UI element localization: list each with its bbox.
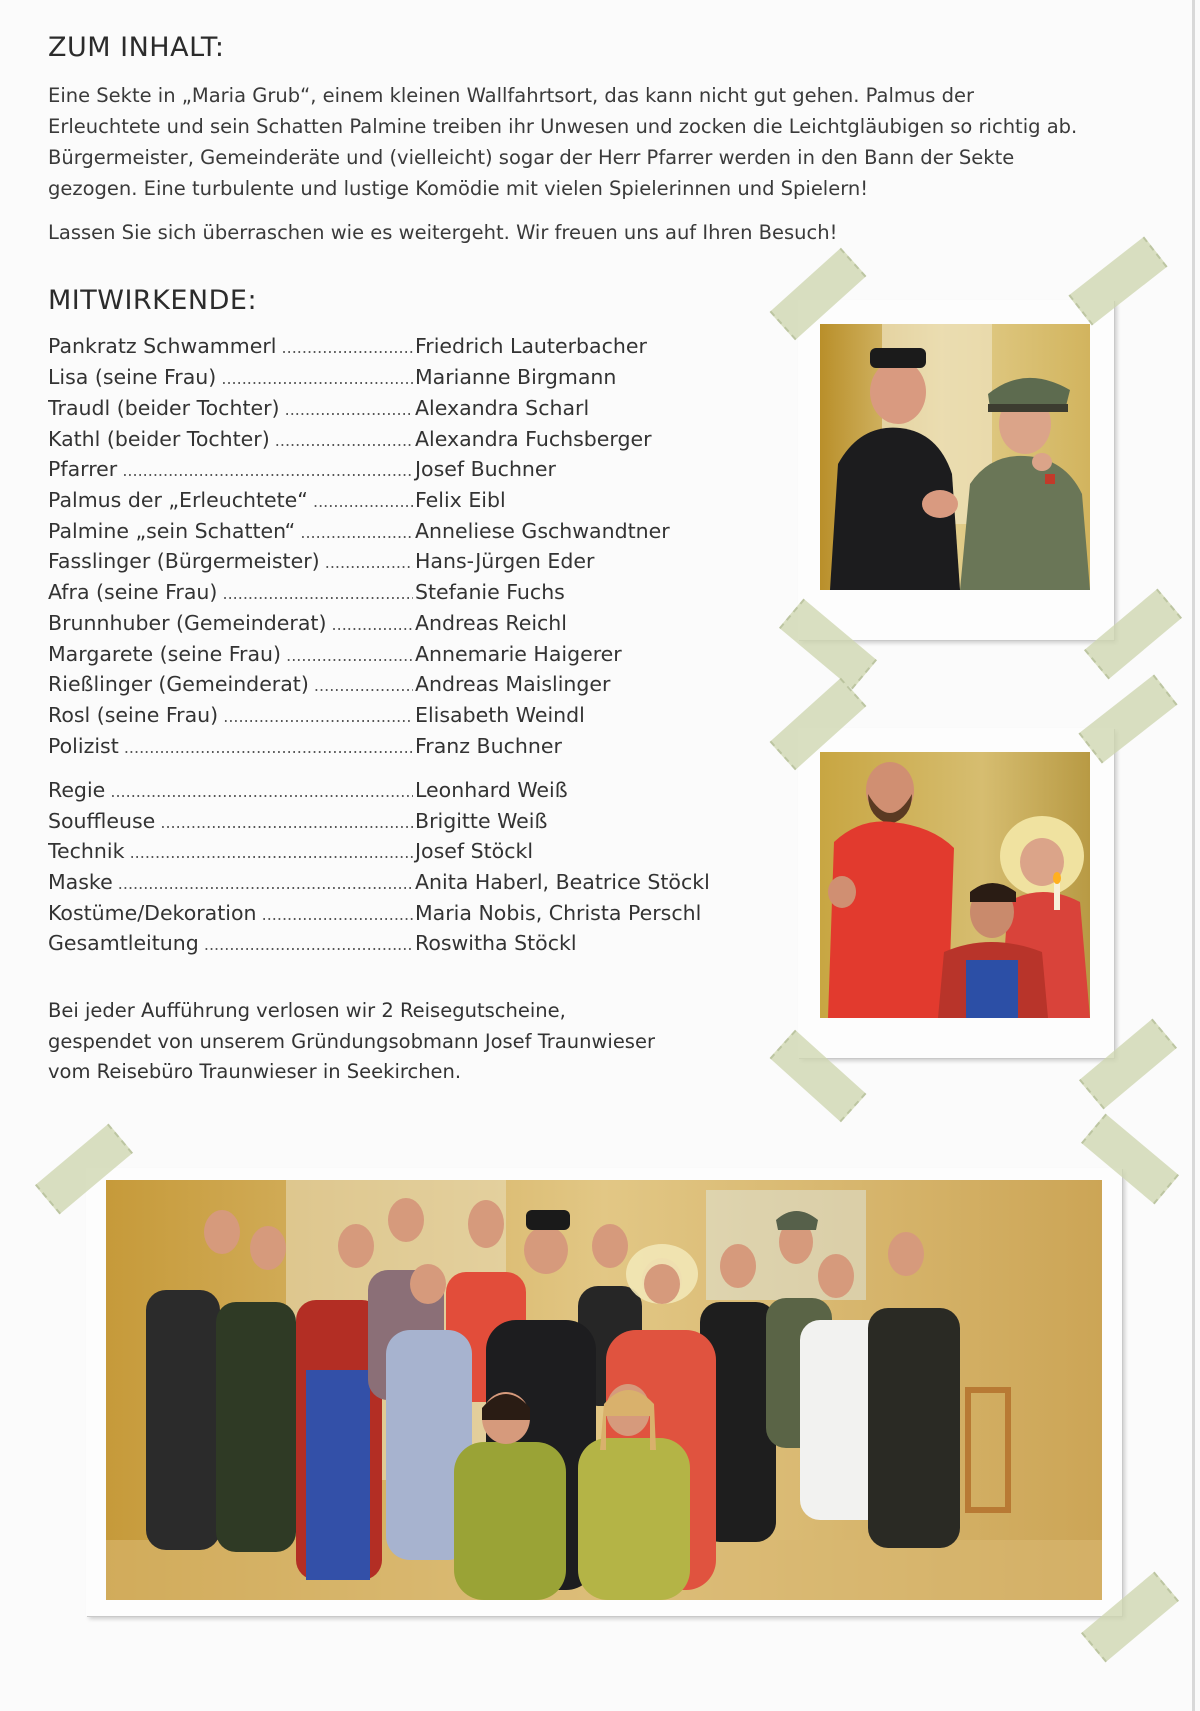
cast-role: Fasslinger (Bürgermeister) ..... [48,549,413,573]
raffle-line: Bei jeder Aufführung verlosen wir 2 Reisegutscheine, [48,999,566,1022]
cast-role: Rießlinger (Gemeinderat) ..... [48,672,413,696]
crew-member: Roswitha Stöckl [415,931,577,955]
cast-actor: Alexandra Scharl [415,396,590,420]
cast-heading: MITWIRKENDE: [48,285,258,316]
closing-line: Lassen Sie sich überraschen wie es weitergeht. Wir freuen uns auf Ihren Besuch! [48,221,838,244]
cast-actor: Friedrich Lauterbacher [415,334,647,358]
photo-frame-group [86,1168,1122,1616]
cast-role: Rosl (seine Frau) ..... [48,703,413,727]
photo-frame-1 [798,300,1114,640]
intro-line: Bürgermeister, Gemeinderäte und (vielleicht) sogar der Herr Pfarrer werden in den Bann der Sekte [48,146,1015,169]
crew-member: Maria Nobis, Christa Perschl [415,901,702,925]
cast-actor: Andreas Reichl [415,611,567,635]
cast-actor: Elisabeth Weindl [415,703,585,727]
cast-role: Brunnhuber (Gemeinderat) ..... [48,611,413,635]
cast-actor: Josef Buchner [415,457,556,481]
cast-role: Pankratz Schwammerl ..... [48,334,413,358]
crew-member: Brigitte Weiß [415,809,548,833]
cast-role: Polizist ..... [48,734,413,758]
cast-role: Pfarrer ..... [48,457,413,481]
cast-actor: Felix Eibl [415,488,506,512]
cast-actor: Andreas Maislinger [415,672,611,696]
raffle-line: vom Reisebüro Traunwieser in Seekirchen. [48,1060,462,1083]
cast-actor: Anneliese Gschwandtner [415,519,670,543]
cast-role: Lisa (seine Frau) ..... [48,365,413,389]
crew-member: Leonhard Weiß [415,778,568,802]
photo-group-ensemble [106,1180,1102,1600]
cast-role: Palmine „sein Schatten“ ..... [48,519,413,543]
cast-role: Afra (seine Frau) ..... [48,580,413,604]
raffle-note [48,996,768,1088]
raffle-line: gespendet von unserem Gründungsobmann Josef Traunwieser [48,1029,655,1053]
crew-role: Regie ..... [48,778,413,802]
intro-line: gezogen. Eine turbulente und lustige Komödie mit vielen Spielerinnen und Spielern! [48,177,869,200]
crew-role: Maske ..... [48,870,413,894]
crew-role: Kostüme/Dekoration ..... [48,901,413,925]
cast-role: Margarete (seine Frau) ..... [48,642,413,666]
crew-member: Josef Stöckl [415,839,534,863]
intro-paragraph [48,80,1158,204]
intro-line: Erleuchtete und sein Schatten Palmine treiben ihr Unwesen und zocken die Leichtgläubigen so richtig ab. [48,115,1078,138]
photo-palmus-and-palmine [820,752,1090,1018]
cast-actor: Hans-Jürgen Eder [415,549,595,573]
content-heading: ZUM INHALT: [48,32,225,63]
crew-role: Souffleuse ..... [48,809,413,833]
crew-role: Gesamtleitung ..... [48,931,413,955]
cast-actor: Annemarie Haigerer [415,642,622,666]
cast-role: Traudl (beider Tochter) ..... [48,396,413,420]
photo-priest-and-officer [820,324,1090,590]
photo-frame-2 [798,728,1114,1058]
cast-actor: Alexandra Fuchsberger [415,427,652,451]
intro-line: Eine Sekte in „Maria Grub“, einem kleinen Wallfahrtsort, das kann nicht gut gehen. Palmus der [48,84,975,107]
cast-actor: Marianne Birgmann [415,365,617,389]
crew-member: Anita Haberl, Beatrice Stöckl [415,870,710,894]
crew-role: Technik ..... [48,839,413,863]
cast-actor: Franz Buchner [415,734,562,758]
cast-actor: Stefanie Fuchs [415,580,565,604]
cast-role: Kathl (beider Tochter) ..... [48,427,413,451]
cast-role: Palmus der „Erleuchtete“ ..... [48,488,413,512]
